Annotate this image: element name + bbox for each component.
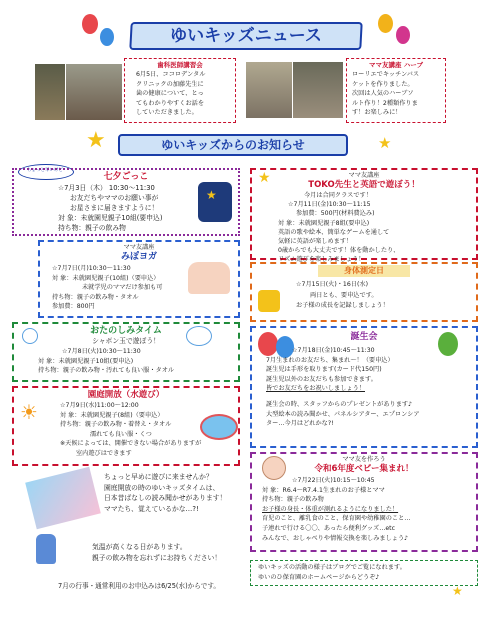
bottle-icon [36,534,56,564]
yoga-illustration [188,262,230,294]
yoga-sub: ママ友講座 [123,244,155,251]
star-icon: ★ [86,128,106,153]
baby-sub: ママ友を作ろう [342,456,386,463]
baby-text: ☆7月22日(火)10:15～10:45 対 象：R6.4～R7.4.1生まれのお子様とママ 持ち物：親子の飲み物 お子様の身長・体重が測れるようになりました！ 育児のこと、離乳食のこと、保育園や幼稚園のこと… 子連れで行ける〇〇、あったら便利グッズ…etc みんなで、おしゃべりや情報交換を楽しみましょう♪ [262,477,411,542]
birthday-title: 誕生会 [350,332,378,342]
balloon-icon [82,14,98,34]
yoga-text: ☆7月7日(月)10:30～11:30 対 象：未就園児親子(10組)（要申込） 未就学児のママだけ参加も可 持ち物：親子の飲み物・タオル 参加費：800円 [52,265,163,310]
sun-icon: ☀ [20,400,38,424]
baby-title: 令和6年度ベビー集まれ！ [314,464,414,474]
bubble-illustration [22,328,38,344]
bubble-text: ☆7月8日(火)10:30～11:30 対 象：未就園児親子10組(要申込) 持ち物：親子の飲み物・汚れても良い服・タオル [38,348,175,374]
scale-illustration [258,290,280,312]
garden-title: 園庭開放（水遊び） [87,390,165,400]
heat-text: 気温が高くなる日があります。 親子の飲み物を忘れずにお持ちください！ [92,543,222,562]
measure-title: 身体測定日 [344,266,384,275]
pool-illustration [200,414,238,440]
star-icon: ★ [378,134,392,152]
star-icon: ★ [258,170,271,186]
info-text: ちょっと早めに遊びに来ませんか？ 園庭開放の時のゆいキッズタイムは、 日本昔ばなしの読み聞かせがあります！ ママたち、覚えているかな…?! [104,473,227,513]
bubble-title: おたのしみタイム [90,326,162,336]
birthday-text: ☆7月18日(金)10:45～11:30 7月生まれのお友だち、集まれ～！（要申込） 誕生児は手形を取ります(カード代150円) 誕生児以外のお友だちも参加できます。 皆でお友だちをお祝いしましょう！ 誕生会の時、スタッフからのプレゼントがあります♪ 大型絵本の読み聞かせ、パネルシアター、エプロンシア ター…今月はどれかな?! [266,347,420,428]
toko-text: 今月は合同クラスです！ ☆7月11日(金)10:30～11:15 参加費：500円(材料費込み) 対 象：未就園児親子8組(要申込) 英語の歌や絵本、簡単なゲームを通して 気軽に英語が楽しめます！ 0歳からでも大丈夫です！体を動かしたり、 リズム遊びを楽しみましょう！ [278,192,400,264]
book-illustration [25,467,101,530]
bubble-illustration [186,326,212,346]
balloon-icon [396,26,410,44]
toko-sub: ママ友講座 [348,172,380,179]
footer-right-text: ゆいキッズの活動の様子はブログでご覧になれます。 ゆいのひ保育園のホームページからどうぞ♪ [258,564,406,581]
footer-left: 7月の行事・通常利用のお申込みは6/25(水)からです。 [58,582,221,590]
photo-herb-2 [293,62,343,118]
measure-text: ☆7月15日(火)・16日(水) 両日とも、要申込です。 お子様の成長を記録しましょう！ [296,281,389,309]
star-icon: ★ [452,584,463,598]
photo-dental-2 [65,64,122,120]
speech-bubble-text: ちょっと早いけど [27,168,63,173]
tanabata-title: 七夕ごっこ [103,172,149,182]
herb-title: ママ友講座 ハーブ [369,61,423,69]
balloon-icon [100,28,114,46]
page-title: ゆいキッズニュース [170,26,322,46]
photo-herb-1 [246,62,292,118]
section-title: ゆいキッズからのお知らせ [161,138,305,152]
balloon-icon [378,14,393,33]
toko-title: TOKO先生と英語で遊ぼう！ [308,180,420,190]
bubble-sub: シャボン玉で遊ぼう！ [92,337,160,345]
star-icon: ★ [206,188,217,202]
herb-text: ローリエでキッチンバス ケットを作りました。 次回は人気のハーブソ ルト作り！2種類作りま す！お楽しみに！ [352,71,420,116]
tanabata-text: ☆7月3日（木） 10:30～11:30 お友だちやママのお願い事が お星さまに届きますように！ 対 象：未就園児親子10組(要申込) 持ち物：親子の飲み物 [58,184,163,232]
dental-text: 6月5日、ココロデンタル クリニックの加藤先生に 歯の健康について、とっ てもわかりやすくお話を していただきました。 [136,71,206,116]
yoga-title: みぽヨガ [120,252,157,262]
dental-title: 歯科医師講習会 [157,61,203,69]
garden-text: ☆7月9日(水)11:00～12:00 対 象：未就園児親子(8組)（要申込） 持ち物：親子の飲み物・着替え・タオル 濡れても良い服・くつ ※天候によっては、開催できない場合がありますが 室内遊びはできます [60,402,202,457]
